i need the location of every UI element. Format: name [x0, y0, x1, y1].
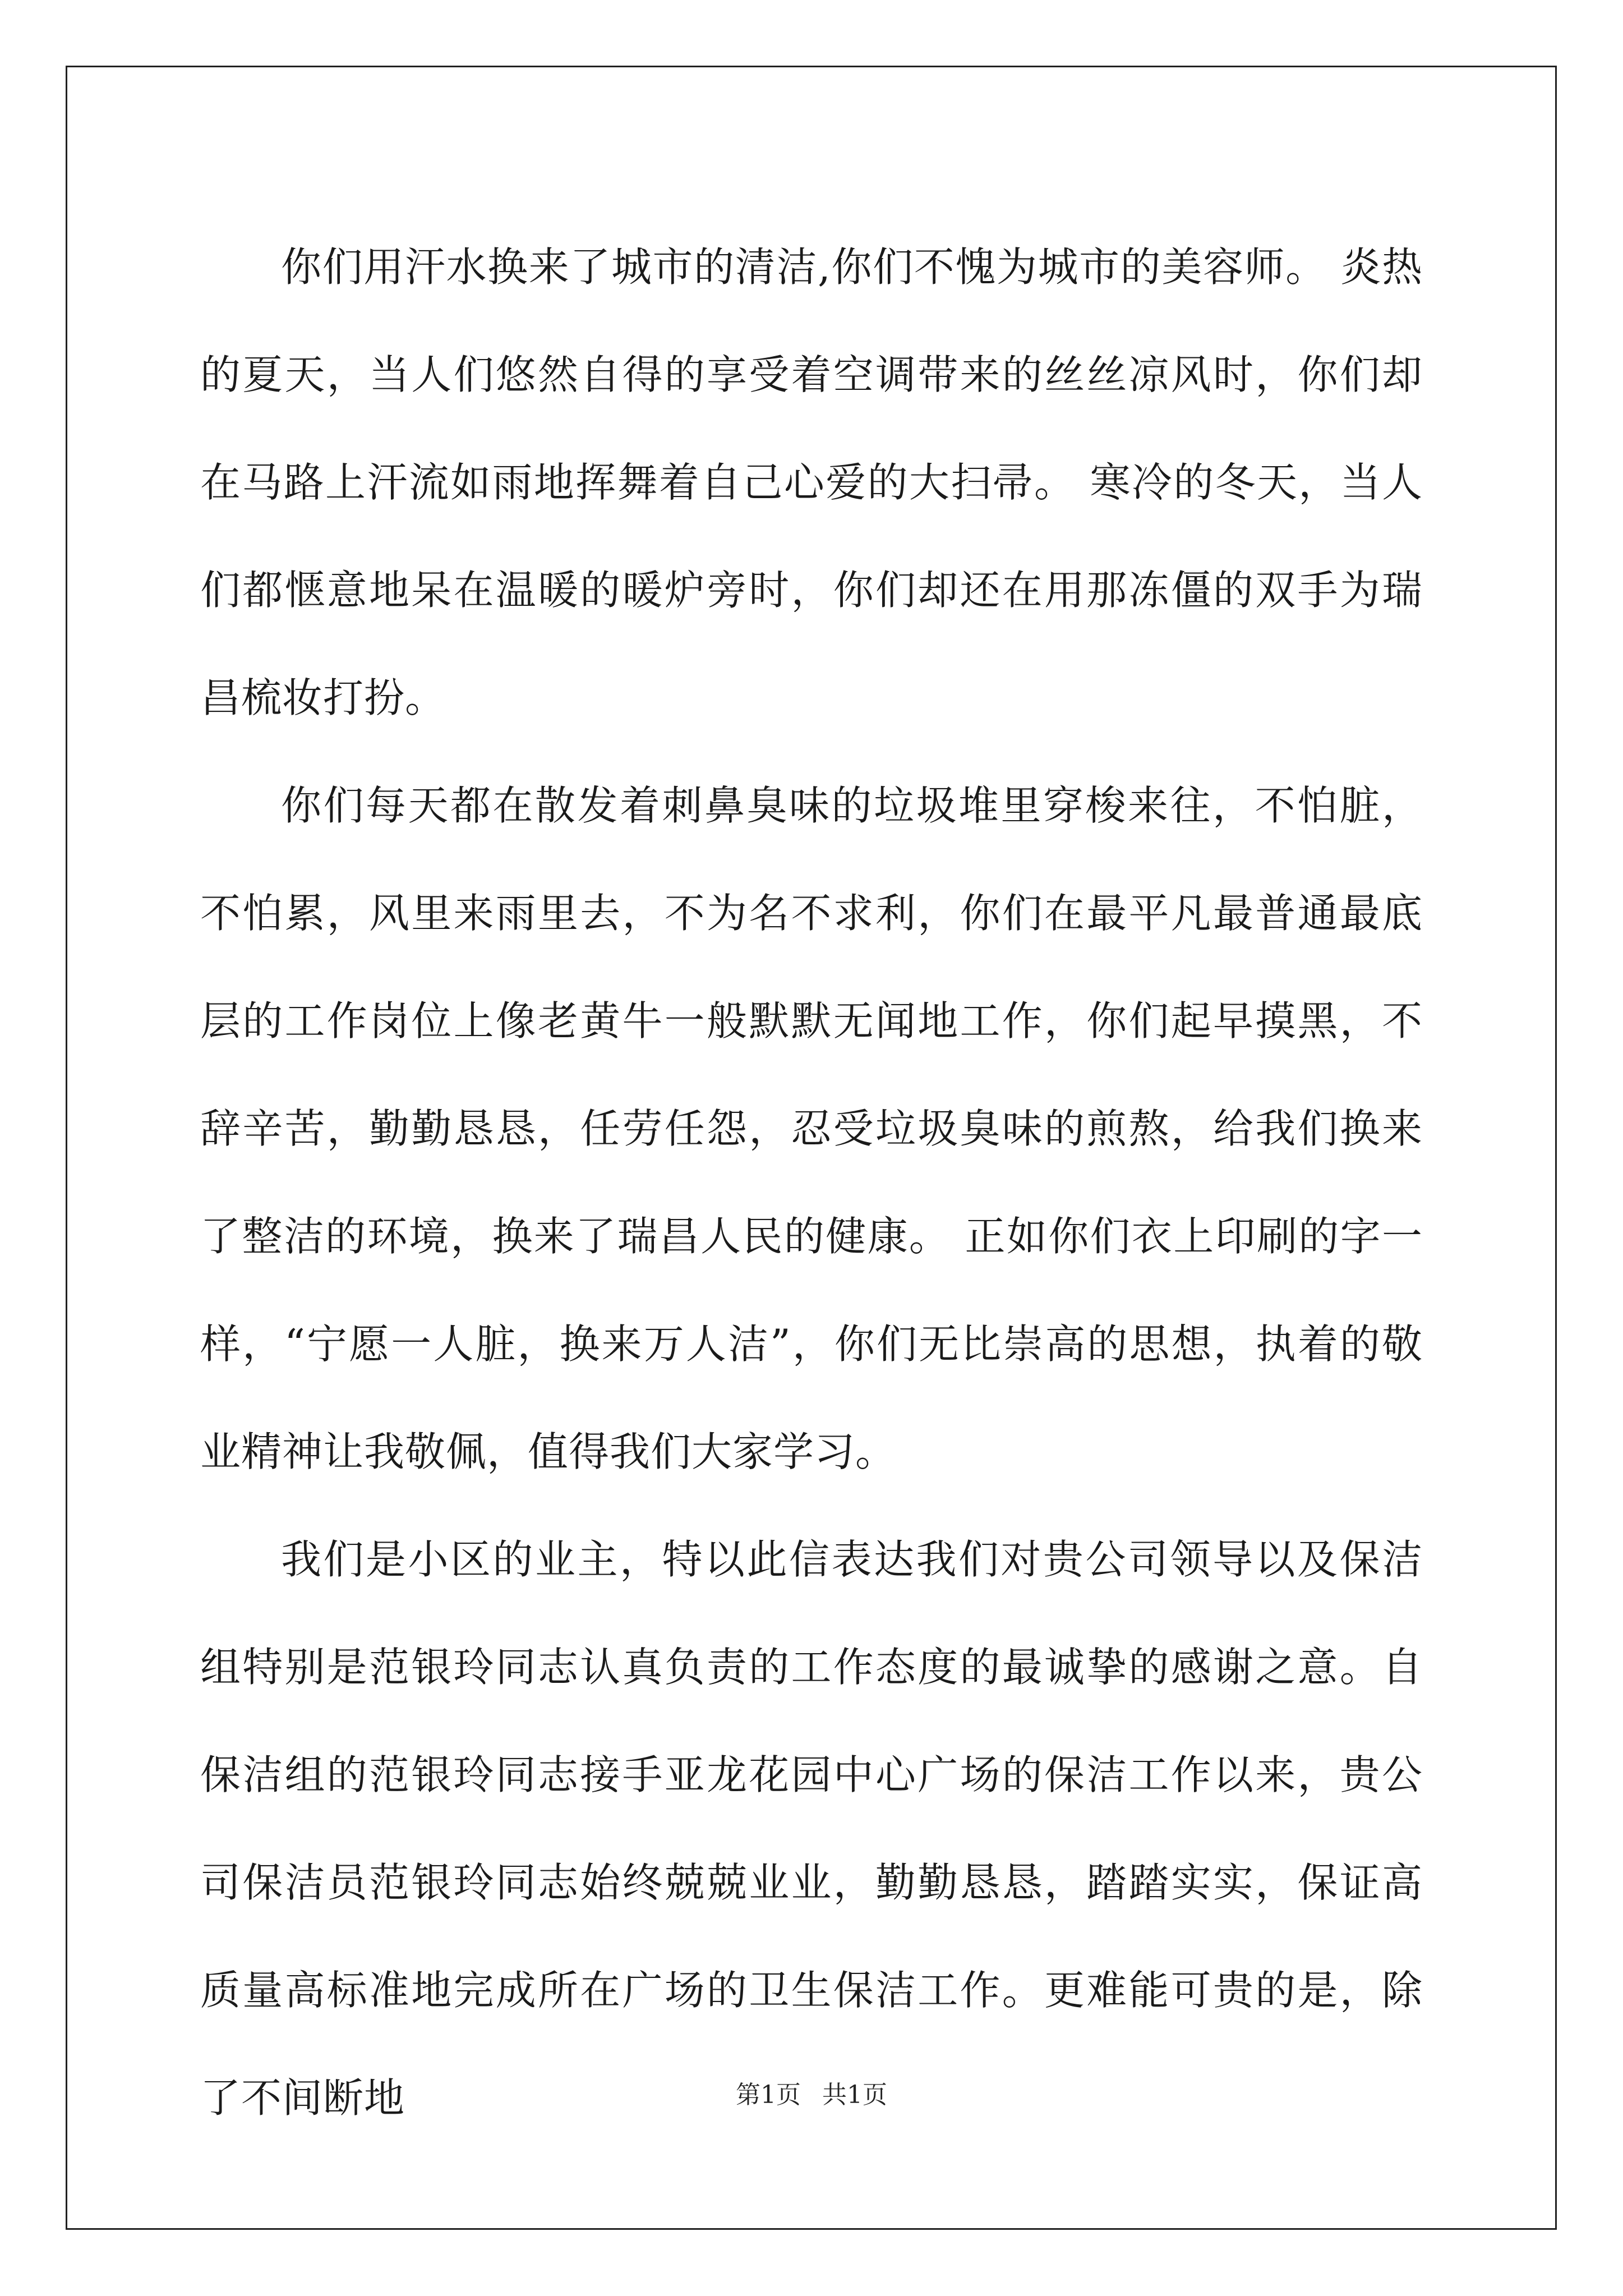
- document-body: [200, 213, 1423, 2152]
- page-number-total: 共1页: [822, 2081, 887, 2109]
- page-number-current: 第1页: [736, 2081, 801, 2109]
- page-footer: [0, 2078, 1623, 2112]
- paragraph-2: 你们每天都在散发着刺鼻臭味的垃圾堆里穿梭来往，不怕脏，不怕累，风里来雨里去，不为名不求利，你们在最平凡最普通最底层的工作岗位上像老黄牛一般默默无闻地工作，你们起早摸黑，不辞辛苦，勤勤恳恳，任劳任怨，忍受垃圾臭味的煎熬，给我们换来了整洁的环境，换来了瑞昌人民的健康。 正如你们衣上印刷的字一样，“宁愿一人脏，换来万人洁”，你们无比崇高的思想，执着的敬业精神让我敬佩，值得我们大家学习。: [200, 782, 1423, 1475]
- paragraph-3: 我们是小区的业主，特以此信表达我们对贵公司领导以及保洁组特别是范银玲同志认真负责的工作态度的最诚挚的感谢之意。自保洁组的范银玲同志接手亚龙花园中心广场的保洁工作以来，贵公司保洁员范银玲同志始终兢兢业业，勤勤恳恳，踏踏实实，保证高质量高标准地完成所在广场的卫生保洁工作。更难能可贵的是，除了不间断地: [200, 1536, 1423, 2122]
- paragraph-1: 你们用汗水换来了城市的清洁,你们不愧为城市的美容师。 炎热的夏天，当人们悠然自得的享受着空调带来的丝丝凉风时，你们却在马路上汗流如雨地挥舞着自己心爱的大扫帚。 寒冷的冬天，当人们都惬意地呆在温暖的暖炉旁时，你们却还在用那冻僵的双手为瑞昌梳妆打扮。: [200, 243, 1423, 721]
